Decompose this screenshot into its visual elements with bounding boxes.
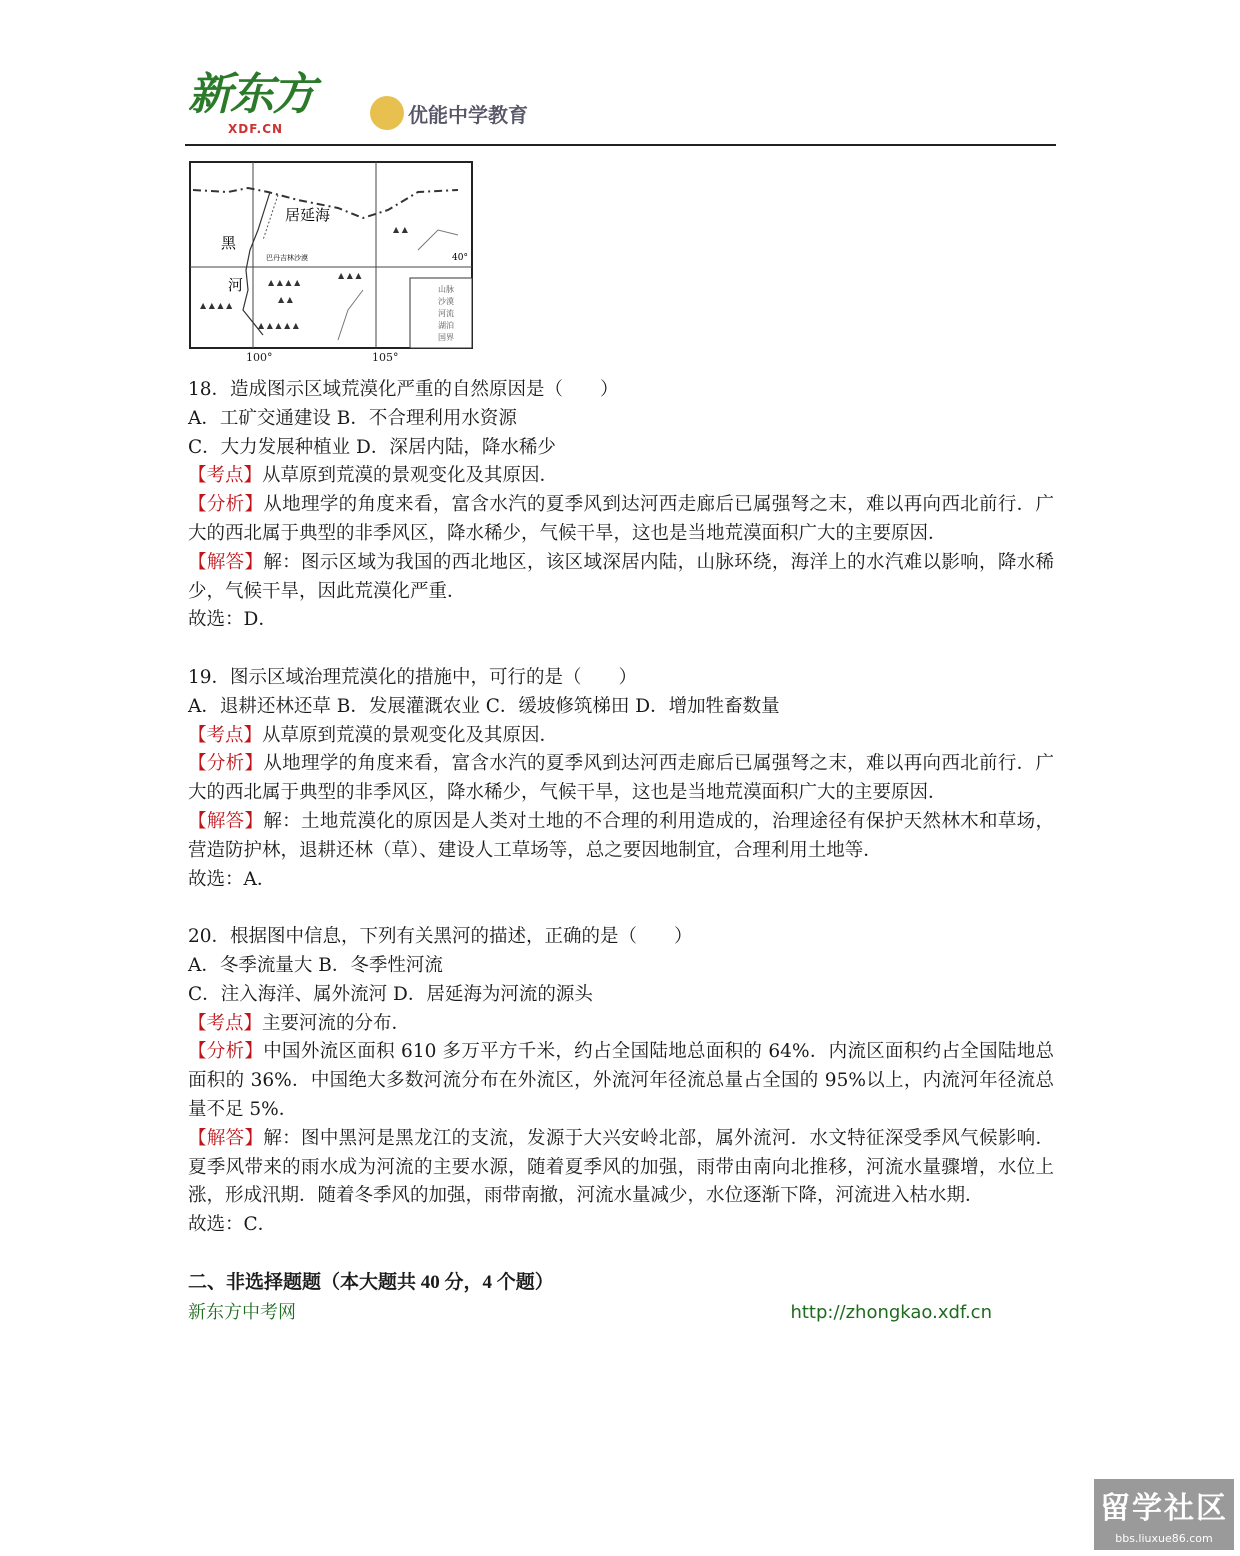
svg-text:▲ ▲: ▲ ▲ — [278, 295, 293, 304]
question-content — [188, 376, 1054, 1326]
fenxi-paragraph — [188, 750, 1054, 808]
jieda-paragraph — [188, 1125, 1054, 1211]
xdf-logo-text: 新东方 — [188, 69, 314, 120]
label-desert: 巴丹吉林沙漠 — [266, 254, 308, 262]
kaodian-paragraph — [188, 1010, 1054, 1039]
label-juyanhai: 居延海 — [285, 206, 331, 224]
spacer — [188, 894, 1054, 923]
question-stem: 19．图示区域治理荒漠化的措施中，可行的是（ ） — [188, 666, 638, 688]
svg-text:▲ ▲ ▲ ▲: ▲ ▲ ▲ ▲ — [268, 278, 301, 287]
kaodian-paragraph — [188, 462, 1054, 491]
jieda-paragraph — [188, 549, 1054, 607]
xdf-logo-sub: XDF.CN — [228, 122, 284, 136]
footer — [188, 1300, 992, 1326]
map-figure — [188, 160, 474, 350]
jieda-tag: 【解答】 — [188, 551, 264, 573]
youneng-logo — [370, 96, 528, 130]
kaodian-paragraph — [188, 722, 1054, 751]
kaodian-tag: 【考点】 — [188, 1012, 263, 1034]
question-options: A．冬季流量大 B．冬季性河流 — [188, 954, 443, 976]
label-lon-105: 105° — [372, 351, 399, 364]
answer: 故选：D． — [188, 609, 277, 631]
fenxi-text: 从地理学的角度来看，富含水汽的夏季风到达河西走廊后已属强弩之末，难以再向西北前行．广大的西北属于典型的非季风区，降水稀少，气候干旱，这也是当地荒漠面积广大的主要原因． — [188, 753, 1054, 804]
legend-items — [438, 284, 454, 342]
svg-text:▲ ▲ ▲: ▲ ▲ ▲ — [338, 271, 362, 280]
watermark-title: 留学社区 — [1100, 1491, 1228, 1526]
header-divider — [185, 144, 1056, 146]
legend-desert: 沙漠 — [438, 297, 454, 306]
jieda-text: 解：图中黑河是黑龙江的支流，发源于大兴安岭北部，属外流河．水文特征深受季风气候影响．夏季风带来的雨水成为河流的主要水源，随着夏季风的加强，雨带由南向北推移，河流水量骤增，水位上涨，形成汛期．随着冬季风的加强，雨带南撤，河流水量减少，水位逐渐下降，河流进入枯水期． — [188, 1127, 1054, 1207]
fenxi-paragraph — [188, 491, 1054, 549]
jieda-paragraph — [188, 808, 1054, 866]
svg-text:▲ ▲ ▲ ▲ ▲: ▲ ▲ ▲ ▲ ▲ — [258, 321, 299, 330]
section-title: 二、非选择题题（本大题共 40 分，4 个题） — [188, 1271, 554, 1293]
fenxi-paragraph — [188, 1038, 1054, 1124]
legend-mountain: 山脉 — [438, 285, 454, 294]
question-stem: 20．根据图中信息，下列有关黑河的描述，正确的是（ ） — [188, 926, 693, 948]
footer-site-name: 新东方中考网 — [188, 1301, 296, 1323]
youneng-logo-icon — [370, 96, 404, 130]
spacer — [188, 635, 1054, 664]
legend-border: 国界 — [438, 333, 454, 342]
spacer — [188, 1240, 1054, 1269]
jieda-text: 解：土地荒漠化的原因是人类对土地的不合理的利用造成的，治理途径有保护天然林木和草场，营造防护林，退耕还林（草）、建设人工草场等，总之要因地制宜，合理利用土地等． — [188, 810, 1054, 861]
kaodian-tag: 【考点】 — [188, 724, 263, 746]
svg-text:▲ ▲ ▲ ▲: ▲ ▲ ▲ ▲ — [200, 301, 233, 310]
liuxue86-watermark — [1094, 1479, 1234, 1550]
label-he: 河 — [228, 276, 244, 294]
question-options: C．大力发展种植业 D．深居内陆，降水稀少 — [188, 436, 556, 458]
label-lat-40: 40° — [452, 253, 468, 263]
footer-url[interactable]: http://zhongkao.xdf.cn — [790, 1301, 992, 1323]
xdf-logo — [188, 70, 314, 140]
jieda-tag: 【解答】 — [188, 1127, 264, 1149]
label-lon-100: 100° — [246, 351, 273, 364]
svg-text:▲ ▲: ▲ ▲ — [393, 225, 408, 234]
question-stem: 18．造成图示区域荒漠化严重的自然原因是（ ） — [188, 379, 619, 400]
question-options: C．注入海洋、属外流河 D．居延海为河流的源头 — [188, 983, 593, 1005]
answer: 故选：C． — [188, 1214, 277, 1236]
jieda-text: 解：图示区域为我国的西北地区，该区域深居内陆，山脉环绕，海洋上的水汽难以影响，降水稀少，气候干旱，因此荒漠化严重． — [188, 551, 1054, 602]
fenxi-tag: 【分析】 — [188, 753, 264, 775]
answer: 故选：A． — [188, 868, 276, 890]
legend-lake: 湖泊 — [438, 321, 454, 330]
question-options: A．退耕还林还草 B．发展灌溉农业 C．缓坡修筑梯田 D．增加牲畜数量 — [188, 695, 780, 717]
question-options: A．工矿交通建设 B．不合理利用水资源 — [188, 407, 517, 429]
kaodian-tag: 【考点】 — [188, 465, 263, 487]
fenxi-text: 从地理学的角度来看，富含水汽的夏季风到达河西走廊后已属强弩之末，难以再向西北前行．广大的西北属于典型的非季风区，降水稀少，气候干旱，这也是当地荒漠面积广大的主要原因． — [188, 494, 1054, 544]
label-hei: 黑 — [221, 234, 237, 252]
kaodian-text: 主要河流的分布． — [262, 1012, 411, 1034]
kaodian-text: 从草原到荒漠的景观变化及其原因． — [262, 724, 559, 746]
legend-river: 河流 — [438, 309, 454, 318]
fenxi-tag: 【分析】 — [188, 1041, 264, 1063]
fenxi-tag: 【分析】 — [188, 494, 264, 516]
youneng-logo-text: 优能中学教育 — [408, 102, 528, 127]
fenxi-text: 中国外流区面积 610 多万平方千米，约占全国陆地总面积的 64%．内流区面积约占全国陆地总面积的 36%．中国绝大多数河流分布在外流区，外流河年径流总量占全国的 95%以上，内流河年径流总量不足 5%． — [188, 1041, 1054, 1120]
kaodian-text: 从草原到荒漠的景观变化及其原因． — [262, 465, 559, 487]
watermark-url: bbs.liuxue86.com — [1115, 1532, 1213, 1545]
jieda-tag: 【解答】 — [188, 810, 264, 832]
